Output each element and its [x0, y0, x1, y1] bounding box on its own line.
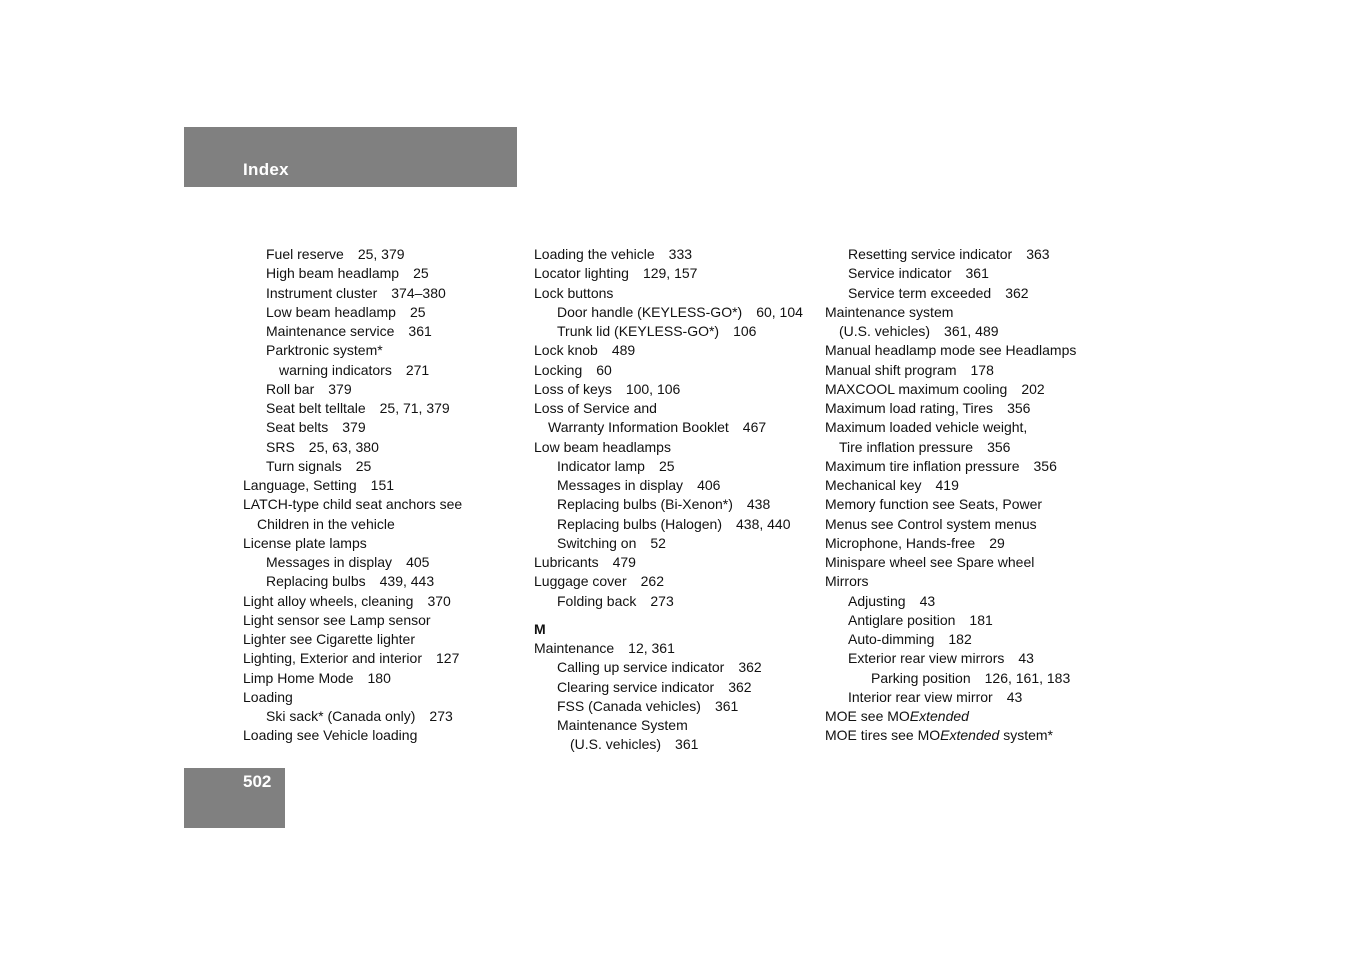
index-entry — [534, 515, 819, 534]
index-entry — [825, 572, 1115, 591]
page-ref: 25 — [409, 303, 426, 320]
index-term: Warranty Information Booklet — [548, 419, 729, 436]
page-ref: 374–380 — [391, 284, 446, 301]
index-column-3 — [825, 245, 1115, 746]
index-entry — [534, 399, 819, 418]
page-ref: 273 — [650, 592, 674, 609]
index-entry — [825, 515, 1115, 534]
page-ref: 361 — [408, 323, 432, 339]
page-ref: 29 — [989, 534, 1005, 551]
index-entry — [243, 553, 523, 572]
index-entry — [825, 611, 1115, 630]
page-ref: 379 — [342, 419, 366, 436]
index-entry — [243, 669, 523, 688]
index-entry — [825, 284, 1115, 303]
index-term: Turn signals — [266, 457, 342, 474]
index-entry — [243, 611, 523, 630]
index-entry — [243, 380, 523, 399]
index-entry — [243, 630, 523, 649]
index-entry — [825, 457, 1115, 476]
index-entry — [534, 303, 819, 322]
page-ref: 362 — [738, 659, 762, 676]
page-ref: 271 — [405, 361, 430, 378]
index-term: FSS (Canada vehicles) — [557, 697, 701, 714]
index-term: Minispare wheel see Spare wheel — [825, 554, 1035, 570]
index-term: Trunk lid (KEYLESS-GO*) — [557, 323, 720, 339]
index-term: Maximum load rating, Tires — [825, 400, 994, 416]
index-term: Light alloy wheels, cleaning — [243, 592, 414, 609]
index-entry — [243, 572, 523, 591]
index-term: Limp Home Mode — [243, 669, 354, 686]
index-entry — [825, 264, 1115, 283]
page-ref: 438 — [746, 496, 771, 513]
index-entry — [534, 553, 819, 572]
index-term: Low beam headlamps — [534, 438, 671, 455]
index-entry — [534, 639, 819, 658]
index-term: Parktronic system* — [266, 342, 383, 359]
index-entry — [825, 649, 1115, 668]
page-ref: 100, 106 — [625, 380, 681, 397]
page-number: 502 — [243, 772, 272, 791]
index-term: Loss of keys — [534, 380, 612, 397]
index-term: SRS — [266, 438, 295, 455]
page-ref: 333 — [668, 246, 693, 262]
index-term: License plate lamps — [243, 534, 367, 551]
index-entry — [534, 245, 819, 264]
index-entry — [534, 678, 819, 697]
index-column-1 — [243, 245, 523, 746]
index-entry — [243, 726, 523, 745]
index-term: Instrument cluster — [266, 284, 378, 301]
index-entry — [243, 361, 523, 380]
page-ref: 182 — [948, 631, 972, 647]
page-ref: 106 — [733, 323, 757, 339]
index-term: Maintenance system — [825, 303, 954, 320]
page-ref: 178 — [970, 361, 994, 378]
page-ref: 362 — [1005, 284, 1029, 301]
index-entry — [243, 649, 523, 668]
index-entry — [243, 592, 523, 611]
page-ref: 25 — [413, 265, 429, 282]
index-term: Replacing bulbs (Bi-Xenon*) — [557, 496, 733, 513]
index-term: Indicator lamp — [557, 457, 645, 474]
page-ref: 25, 379 — [357, 246, 405, 262]
page-ref: 406 — [697, 477, 721, 493]
index-term: Maintenance System — [557, 717, 688, 733]
index-term: Replacing bulbs — [266, 573, 366, 590]
index-entry — [534, 697, 819, 716]
index-entry — [534, 495, 819, 514]
index-entry — [825, 303, 1115, 322]
page-ref: 52 — [650, 534, 666, 551]
page-ref: 60, 104 — [756, 303, 803, 320]
section-gap — [534, 611, 819, 620]
index-entry — [534, 457, 819, 476]
index-entry — [825, 418, 1115, 437]
index-term: Menus see Control system menus — [825, 515, 1037, 532]
index-entry — [825, 707, 1115, 726]
index-term: Seat belt telltale — [266, 400, 366, 416]
index-entry — [534, 658, 819, 677]
page-ref: 361 — [714, 697, 739, 714]
page-ref: 361, 489 — [944, 323, 999, 339]
index-term: Loading — [243, 688, 293, 705]
index-entry — [825, 245, 1115, 264]
index-term: Loss of Service and — [534, 400, 657, 416]
index-term: Locator lighting — [534, 265, 629, 282]
page-ref: 438, 440 — [736, 515, 791, 532]
index-term: Service term exceeded — [848, 284, 992, 301]
index-entry — [534, 361, 819, 380]
index-entry — [825, 669, 1115, 688]
index-entry — [825, 476, 1115, 495]
page-ref: 356 — [987, 438, 1011, 455]
index-entry — [243, 245, 523, 264]
index-entry — [825, 380, 1115, 399]
index-term: Tire inflation pressure — [839, 438, 974, 455]
index-term: (U.S. vehicles) — [839, 323, 931, 339]
index-term: Lock knob — [534, 342, 598, 359]
page-ref: 12, 361 — [628, 640, 675, 656]
index-entry — [534, 284, 819, 303]
index-entry — [534, 534, 819, 553]
index-term-italic: Extended — [940, 727, 1000, 744]
index-term: Seat belts — [266, 419, 329, 436]
page-ref: 262 — [640, 573, 664, 590]
index-entry — [534, 322, 819, 341]
index-term: LATCH-type child seat anchors see — [243, 496, 463, 513]
page-ref: 60 — [596, 361, 612, 378]
page-ref: 180 — [367, 669, 391, 686]
page-ref: 25 — [658, 457, 675, 474]
index-term: Lock buttons — [534, 284, 614, 301]
index-entry — [243, 707, 523, 726]
index-term: Clearing service indicator — [557, 678, 715, 695]
index-term: Service indicator — [848, 265, 952, 282]
index-entry — [243, 399, 523, 418]
index-term: Language, Setting — [243, 477, 357, 493]
index-entry — [243, 515, 523, 534]
index-term: Loading the vehicle — [534, 246, 655, 262]
index-entry — [534, 380, 819, 399]
index-entry — [534, 716, 819, 735]
index-entry — [534, 592, 819, 611]
index-entry — [825, 322, 1115, 341]
section-heading: M — [534, 620, 546, 637]
page-ref: 127 — [436, 650, 460, 667]
index-entry — [243, 284, 523, 303]
index-entry — [534, 438, 819, 457]
index-entry — [243, 534, 523, 553]
page-ref: 25, 63, 380 — [308, 438, 379, 455]
page-ref: 479 — [612, 554, 636, 570]
index-entry — [243, 438, 523, 457]
index-term: Calling up service indicator — [557, 659, 725, 676]
index-term: Parking position — [871, 669, 971, 686]
index-entry — [534, 264, 819, 283]
index-entry — [534, 572, 819, 591]
index-term: Lighter see Cigarette lighter — [243, 631, 415, 647]
index-term-suffix: system* — [999, 727, 1053, 744]
page-ref: 419 — [935, 477, 959, 493]
page-ref: 126, 161, 183 — [984, 669, 1071, 686]
index-entry — [243, 264, 523, 283]
page-ref: 25 — [355, 457, 372, 474]
index-entry — [534, 418, 819, 437]
index-entry — [243, 688, 523, 707]
index-entry — [243, 341, 523, 360]
page-ref: 370 — [427, 592, 451, 609]
page-ref: 356 — [1033, 457, 1057, 474]
page-ref: 467 — [742, 419, 767, 436]
index-term: Microphone, Hands-free — [825, 534, 976, 551]
header-bar — [184, 127, 517, 187]
page-ref: 43 — [1018, 650, 1034, 667]
page-ref: 489 — [611, 342, 636, 359]
index-entry — [243, 322, 523, 341]
index-term: Maintenance service — [266, 323, 395, 339]
index-term: Manual shift program — [825, 361, 957, 378]
index-entry — [534, 341, 819, 360]
index-term: Ski sack* (Canada only) — [266, 708, 416, 724]
index-term: Luggage cover — [534, 573, 627, 590]
index-entry — [243, 476, 523, 495]
index-term: (U.S. vehicles) — [570, 736, 662, 753]
page-ref: 43 — [919, 592, 936, 609]
page-ref: 379 — [328, 380, 352, 397]
page-ref: 25, 71, 379 — [379, 400, 450, 416]
index-entry — [243, 303, 523, 322]
page-ref: 362 — [728, 678, 752, 695]
index-term: Manual headlamp mode see Headlamps — [825, 342, 1077, 359]
page-number-box — [184, 768, 285, 828]
index-entry — [825, 361, 1115, 380]
index-entry — [825, 341, 1115, 360]
index-term: warning indicators — [279, 361, 392, 378]
index-term: Memory function see Seats, Power — [825, 496, 1043, 513]
index-term: MOE see MO — [825, 708, 910, 724]
page-ref: 363 — [1026, 246, 1050, 262]
index-entry — [825, 399, 1115, 418]
page-title: Index — [243, 160, 289, 179]
index-term: Children in the vehicle — [257, 515, 395, 532]
page-ref: 361 — [965, 265, 989, 282]
index-entry — [825, 726, 1115, 745]
index-term: Lighting, Exterior and interior — [243, 650, 422, 667]
index-entry — [243, 457, 523, 476]
index-term: Door handle (KEYLESS-GO*) — [557, 303, 743, 320]
index-term: Mechanical key — [825, 477, 922, 493]
index-term: Maximum tire inflation pressure — [825, 457, 1020, 474]
page-ref: 439, 443 — [379, 573, 435, 590]
index-term: Locking — [534, 361, 583, 378]
index-term: MOE tires see MO — [825, 727, 941, 744]
index-term: Antiglare position — [848, 611, 956, 628]
page-ref: 151 — [370, 477, 395, 493]
index-entry — [825, 495, 1115, 514]
index-term-italic: Extended — [909, 708, 969, 724]
index-entry — [243, 418, 523, 437]
page-ref: 356 — [1007, 400, 1031, 416]
page-ref: 405 — [406, 554, 430, 570]
index-entry — [243, 495, 523, 514]
index-entry — [825, 592, 1115, 611]
index-term: High beam headlamp — [266, 265, 400, 282]
index-entry — [825, 688, 1115, 707]
index-term: Auto-dimming — [848, 631, 935, 647]
index-term: Exterior rear view mirrors — [848, 650, 1005, 667]
page-ref: 202 — [1021, 380, 1045, 397]
index-term: Resetting service indicator — [848, 246, 1013, 262]
index-entry — [534, 735, 819, 754]
index-term: Loading see Vehicle loading — [243, 727, 418, 744]
index-entry — [825, 534, 1115, 553]
index-term: Adjusting — [848, 592, 906, 609]
index-term: Mirrors — [825, 573, 869, 590]
index-term: Lubricants — [534, 554, 599, 570]
index-entry — [534, 476, 819, 495]
index-term: Messages in display — [266, 554, 393, 570]
index-entry — [825, 553, 1115, 572]
index-term: Light sensor see Lamp sensor — [243, 611, 431, 628]
index-term: Folding back — [557, 592, 637, 609]
index-entry — [825, 438, 1115, 457]
index-column-2 — [534, 245, 819, 755]
index-term: Replacing bulbs (Halogen) — [557, 515, 722, 532]
page-ref: 43 — [1006, 688, 1023, 705]
index-term: Messages in display — [557, 477, 684, 493]
page-ref: 273 — [429, 708, 453, 724]
index-term: Switching on — [557, 534, 637, 551]
page-ref: 361 — [675, 736, 699, 753]
page-ref: 129, 157 — [642, 265, 698, 282]
index-term: Fuel reserve — [266, 246, 344, 262]
index-term: Roll bar — [266, 380, 315, 397]
page-ref: 181 — [969, 611, 993, 628]
index-term: MAXCOOL maximum cooling — [825, 380, 1008, 397]
index-term: Low beam headlamp — [266, 303, 396, 320]
index-term: Interior rear view mirror — [848, 688, 993, 705]
index-term: Maximum loaded vehicle weight, — [825, 419, 1028, 436]
index-term: Maintenance — [534, 640, 615, 656]
index-entry — [825, 630, 1115, 649]
